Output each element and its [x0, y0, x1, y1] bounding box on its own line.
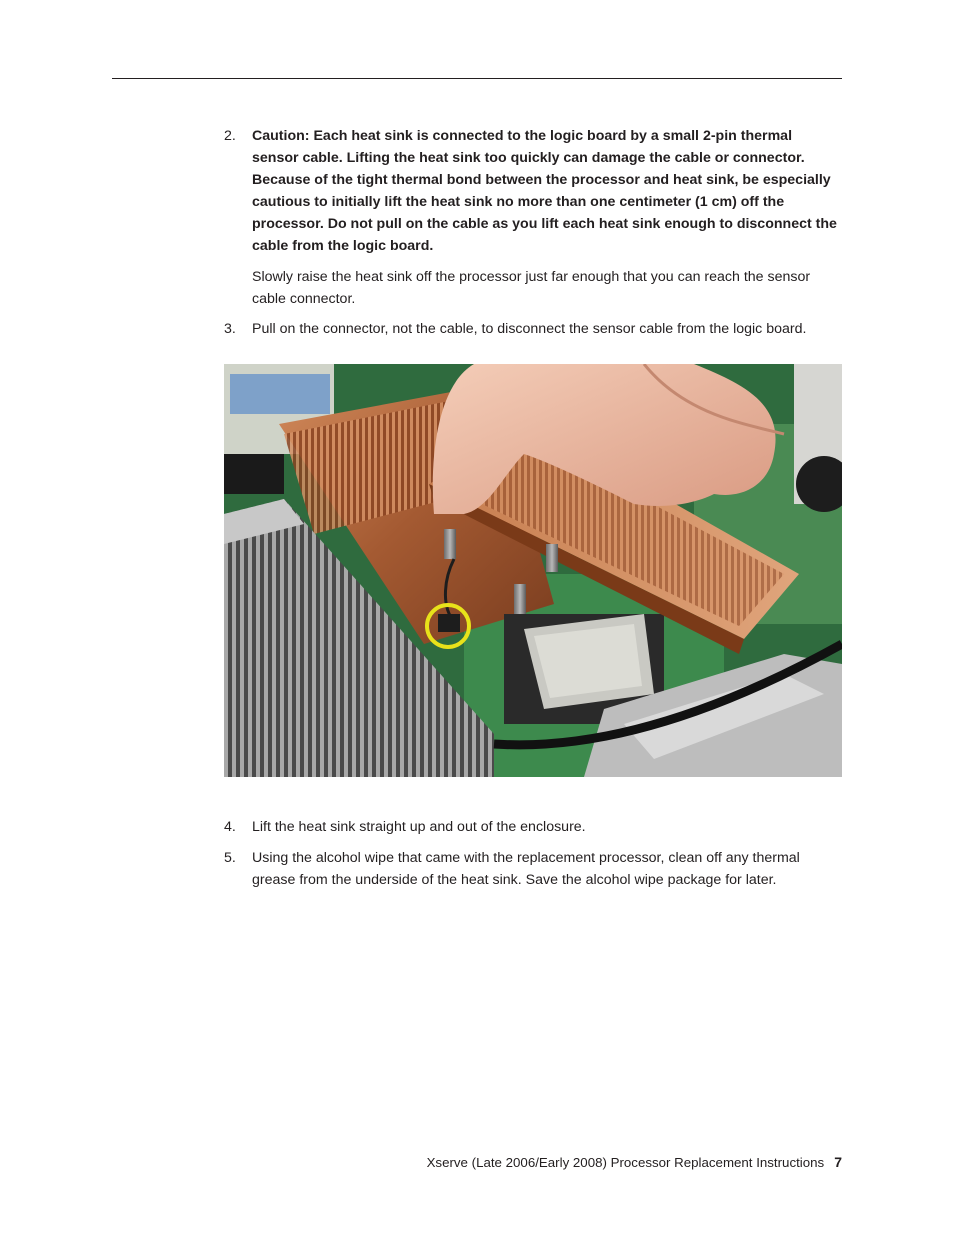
step-3: [224, 318, 842, 340]
page-number: 7: [834, 1154, 842, 1170]
page-footer: [330, 1152, 842, 1173]
step-text: Using the alcohol wipe that came with the replacement processor, clean off any thermal grease from the underside of the heat sink. Save the alcohol wipe package for later.: [252, 850, 800, 888]
step-number: 2.: [224, 128, 236, 144]
step-2: [224, 125, 842, 310]
step-number: 4.: [224, 819, 236, 835]
step-text: Pull on the connector, not the cable, to disconnect the sensor cable from the logic board.: [252, 321, 807, 337]
caution-text: Caution: Each heat sink is connected to the logic board by a small 2-pin thermal sensor cable. Lifting the heat sink too quickly can damage the cable or connector. Because of the tight thermal bond between the processor and heat sink, be especially cautious to initially lift the heat sink no more than one centimeter (1 cm) off the processor. Do not pull on the cable as you lift each heat sink enough to disconnect the cable from the logic board.: [252, 128, 837, 254]
step-text: Lift the heat sink straight up and out of the enclosure.: [252, 819, 586, 835]
heat-sink-removal-photo: [224, 364, 842, 777]
step-number: 3.: [224, 321, 236, 337]
photo-illustration: [224, 364, 842, 777]
step-5: [224, 847, 842, 891]
header-rule: [112, 78, 842, 79]
step-number: 5.: [224, 850, 236, 866]
step-4: [224, 816, 842, 838]
step-text: Slowly raise the heat sink off the processor just far enough that you can reach the sensor cable connector.: [252, 269, 811, 307]
document-title: Xserve (Late 2006/Early 2008) Processor Replacement Instructions: [426, 1155, 825, 1170]
